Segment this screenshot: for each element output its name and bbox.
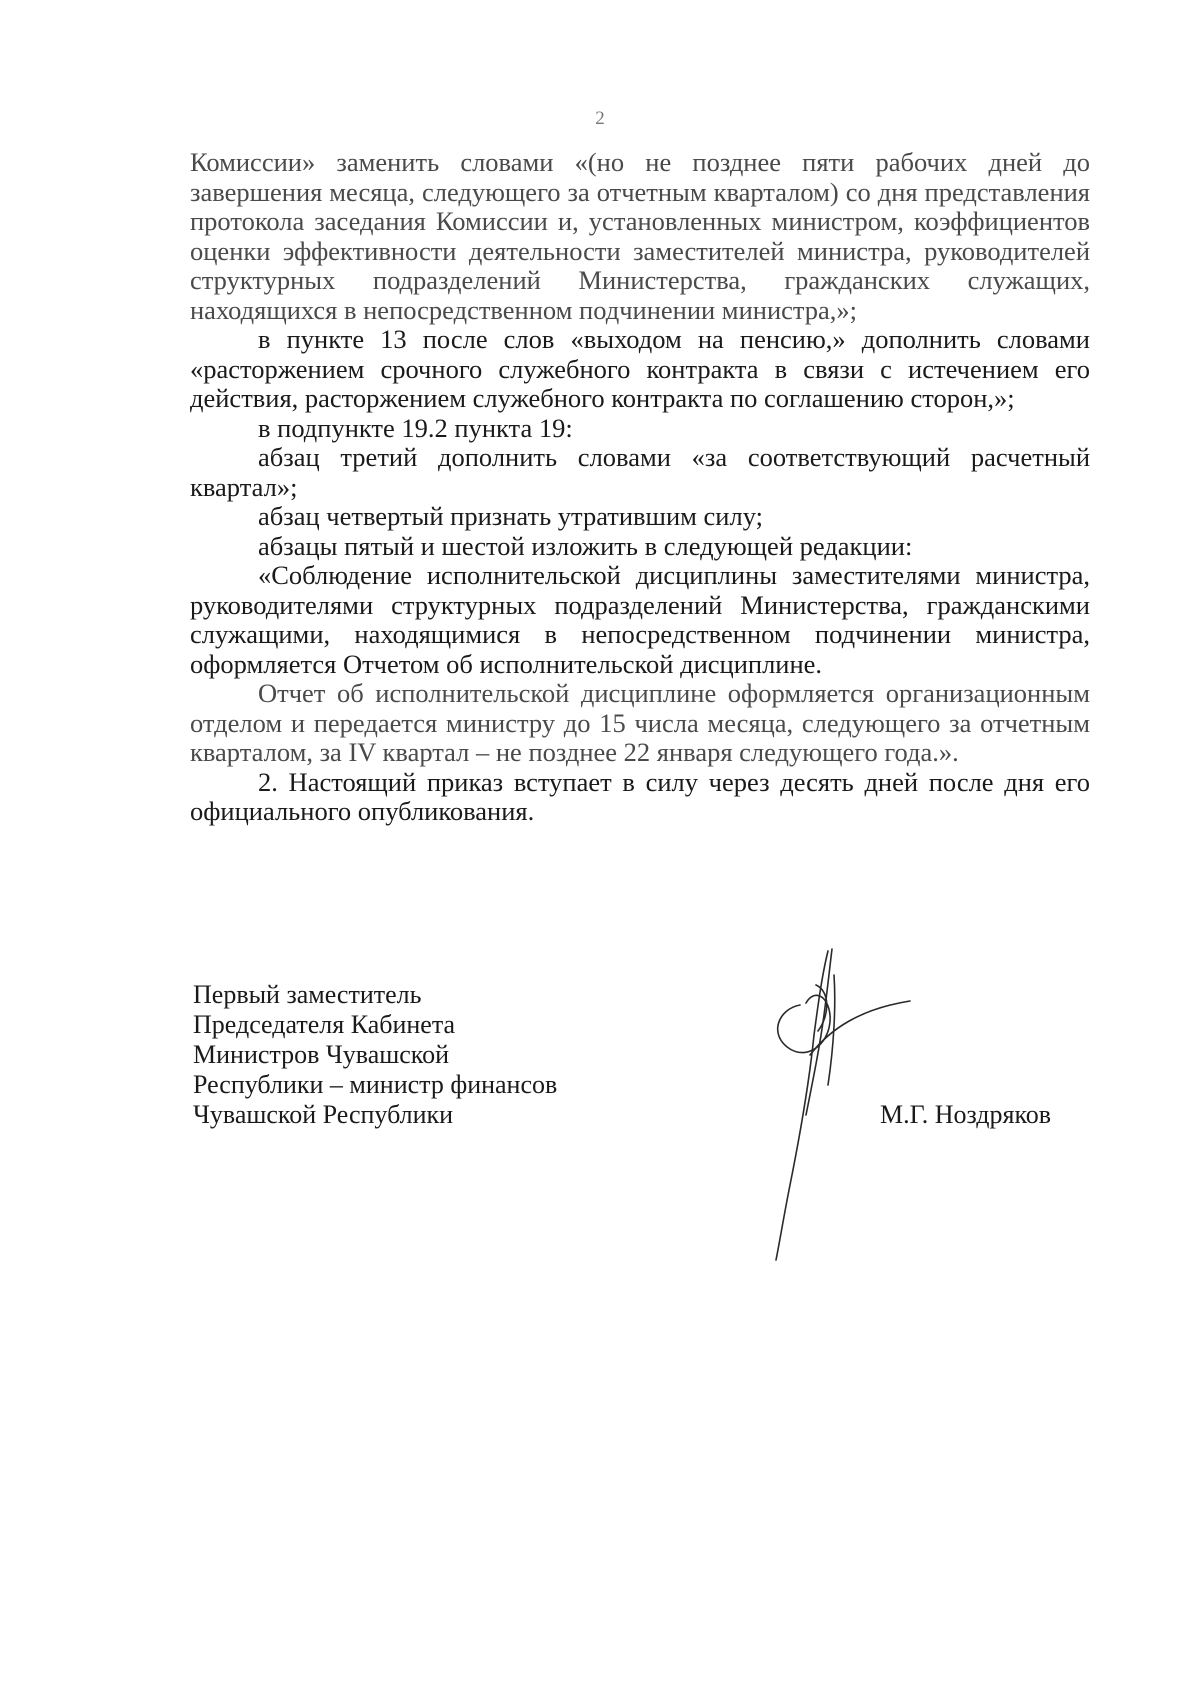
signatory-title [193, 980, 557, 1130]
signatory-title-line: Чувашской Республики [193, 1100, 454, 1129]
paragraph-point-13: в пункте 13 после слов «выходом на пенсию,» дополнить словами «расторжением срочного служебного контракта в связи с истечением его действия, расторжением служебного контракта по соглашению сторон,»; [190, 324, 1090, 413]
signatory-title-line: Председателя Кабинета [193, 1010, 456, 1039]
paragraph-fourth-abzac: абзац четвертый признать утратившим силу; [258, 501, 763, 531]
paragraph-third-abzac: абзац третий дополнить словами «за соответствующий расчетный квартал»; [190, 442, 1090, 502]
paragraph-discipline-compliance: «Соблюдение исполнительской дисциплины заместителями министра, руководителями структурных подразделений Министерства, гражданскими служащими, находящимися в непосредственном подчинении министра, оформляется Отчетом об исполнительской дисциплине. [190, 560, 1090, 679]
document-body [190, 148, 1090, 827]
paragraph-discipline-report: Отчет об исполнительской дисциплине оформляется организационным отделом и передается министру до 15 числа месяца, следующего за отчетным кварталом, за IV квартал – не позднее 22 января следующего года.». [190, 678, 1090, 767]
paragraph-effective-date: 2. Настоящий приказ вступает в силу через десять дней после дня его официального опубликования. [190, 766, 1090, 826]
signatory-title-line: Первый заместитель [193, 980, 422, 1009]
signatory-title-line: Министров Чувашской [193, 1040, 450, 1069]
paragraph-commission-amendment: Комиссии» заменить словами «(но не позднее пяти рабочих дней до завершения месяца, следующего за отчетным кварталом) со дня представления протокола заседания Комиссии и, установленных министром, коэффициентов оценки эффективности деятельности заместителей министра, руководителей структурных подразделений Министерства, гражданских служащих, находящихся в непосредственном подчинении министра,»; [190, 147, 1090, 325]
paragraph-fifth-sixth-abzac: абзацы пятый и шестой изложить в следующей редакции: [258, 530, 913, 561]
page-number: 2 [595, 108, 605, 129]
signatory-name: М.Г. Ноздряков [880, 1100, 1052, 1129]
paragraph-subpoint-19-2: в подпункте 19.2 пункта 19: [258, 412, 573, 443]
signatory-title-line: Республики – министр финансов [193, 1070, 558, 1099]
